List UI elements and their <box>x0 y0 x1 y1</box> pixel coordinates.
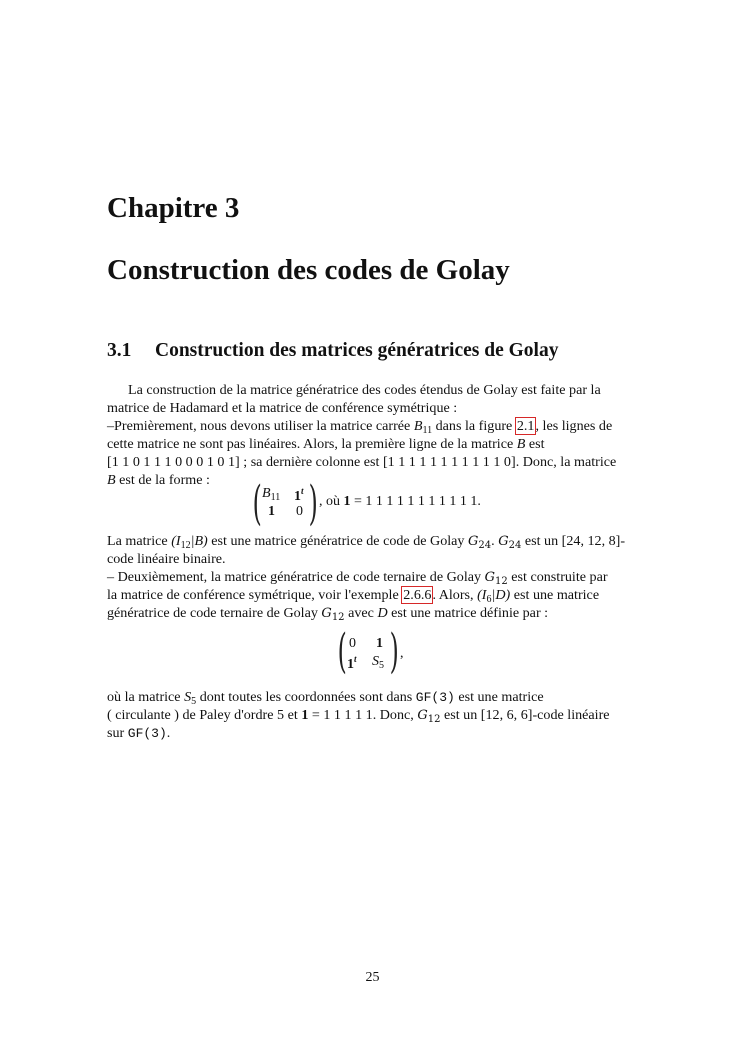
matrix-cell: $B_{11}$ <box>262 486 281 503</box>
right-paren: ) <box>389 624 399 679</box>
matrix-1 <box>245 476 575 531</box>
matrix-annotation: , <box>400 646 404 661</box>
figure-reference-link[interactable]: 2.1 <box>516 418 535 434</box>
text-line: La construction de la matrice génératrice des codes étendus de Golay est faite par la <box>128 382 601 398</box>
right-paren: ) <box>308 476 318 531</box>
matrix-cell: 1 <box>268 504 275 519</box>
math-b11: $B_{11}$ <box>413 418 433 436</box>
section-title: Construction des matrices génératrices de Golay <box>155 340 559 361</box>
left-paren: ( <box>252 476 262 531</box>
left-paren: ( <box>337 624 347 679</box>
matrix-cell: $S_5$ <box>372 654 384 671</box>
matrix-cell: 0 <box>349 636 356 651</box>
section-heading <box>107 340 558 362</box>
matrix-2 <box>330 624 430 679</box>
example-reference-link[interactable]: 2.6.6 <box>403 587 432 603</box>
matrix-cell: 1 <box>376 636 383 651</box>
text-line: sur GF(3). <box>107 725 171 741</box>
matrix-cell: 0 <box>296 504 303 519</box>
text-line: [1 1 0 1 1 1 0 0 0 1 0 1] ; sa dernière colonne est [1 1 1 1 1 1 1 1 1 1 1 0]. Donc, la matrice <box>107 454 617 470</box>
text-line: génératrice de code ternaire de Golay $G_{12}$ avec D est une matrice définie par : <box>107 605 549 623</box>
matrix-cell: 1$^t$ <box>294 486 304 504</box>
page-number: 25 <box>365 970 380 985</box>
chapter-label: Chapitre 3 <box>107 192 240 224</box>
chapter-title: Construction des codes de Golay <box>107 254 510 286</box>
text-line: où la matrice $S_5$ dont toutes les coordonnées sont dans GF(3) est une matrice <box>107 689 544 707</box>
matrix-annotation: , où 1 = 1 1 1 1 1 1 1 1 1 1 1. <box>319 494 481 509</box>
text-line: B est de la forme : <box>107 472 210 488</box>
text-line: ( circulante ) de Paley d'ordre 5 et 1 = 1 1 1 1 1. Donc, $G_{12}$ est un [12, 6, 6]-code linéaire <box>107 707 610 725</box>
text-line: cette matrice ne sont pas linéaires. Alors, la première ligne de la matrice B est <box>107 436 545 452</box>
text-line: –Premièrement, nous devons utiliser la matrice carrée $B_{11}$ dans la figure 2.1, les lignes de <box>107 418 613 436</box>
matrix-cell: 1$^t$ <box>347 654 357 672</box>
section-number: 3.1 <box>107 340 132 361</box>
text-line: matrice de Hadamard et la matrice de conférence symétrique : <box>107 400 458 416</box>
text-line: la matrice de conférence symétrique, voir l'exemple 2.6.6. Alors, $(I_6|D)$ est une matrice <box>107 587 600 605</box>
text-line: code linéaire binaire. <box>107 551 226 567</box>
text-line: La matrice $(I_{12}|B)$ est une matrice génératrice de code de Golay $G_{24}$. $G_{24}$ est un [24, 12, 8]- <box>107 533 626 551</box>
text-line: – Deuxièmement, la matrice génératrice de code ternaire de Golay $G_{12}$ est construite par <box>107 569 608 587</box>
